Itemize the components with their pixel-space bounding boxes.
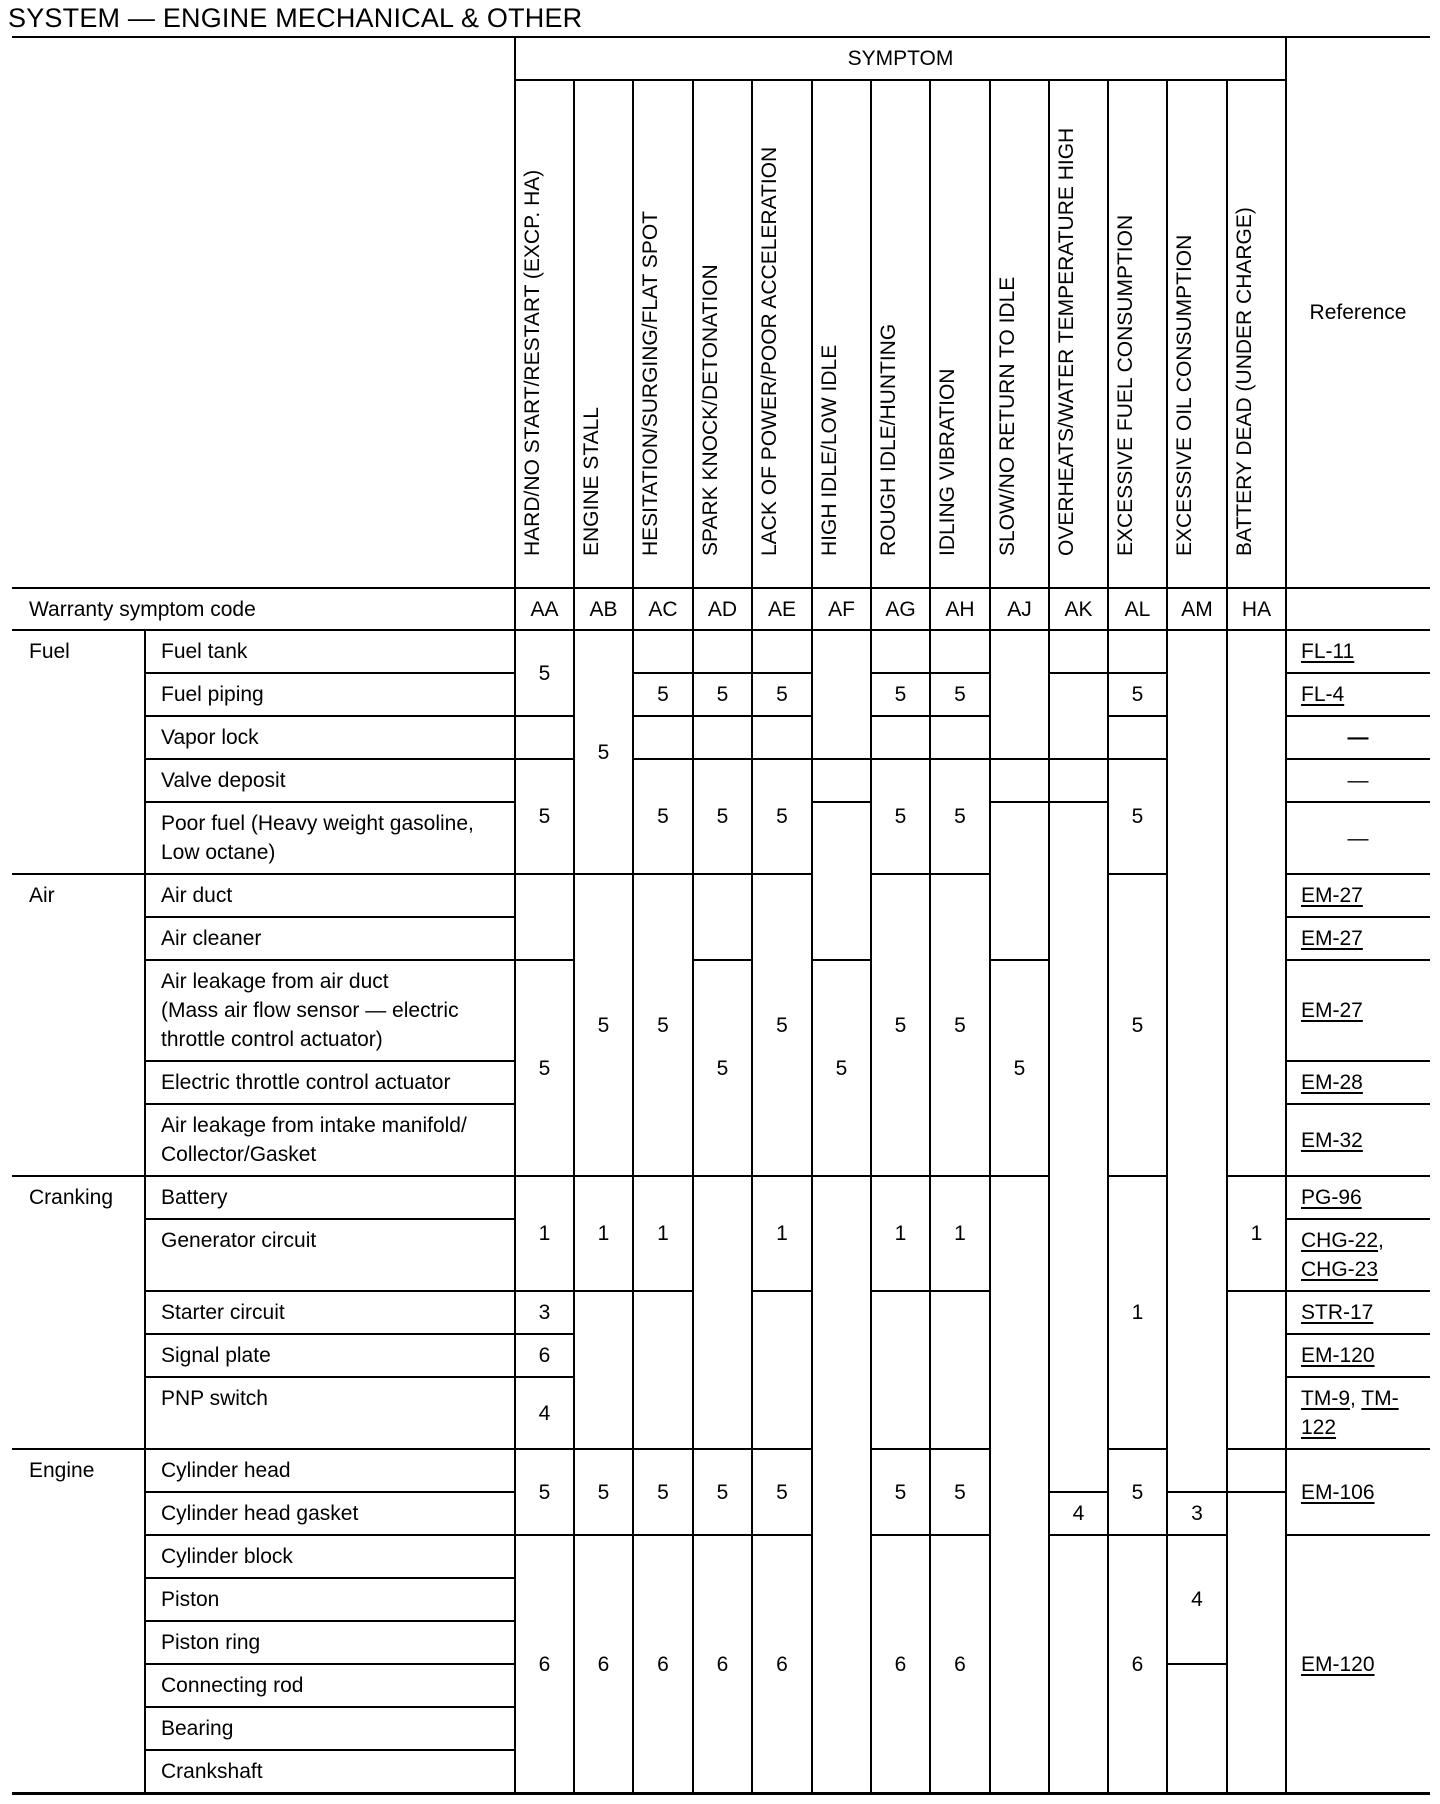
reference-link[interactable]: EM-106 [1301, 1480, 1375, 1504]
grid-line [574, 1792, 633, 1794]
grid-line [1108, 1792, 1167, 1794]
symptom-value: 6 [894, 1652, 907, 1676]
reference-link[interactable]: EM-28 [1301, 1071, 1363, 1094]
item-label: PNP switch [161, 1387, 268, 1410]
symptom-value [574, 1291, 633, 1449]
grid-line [990, 1792, 1049, 1794]
symptom-value: 5 [538, 1480, 551, 1504]
symptom-value: 5 [954, 1480, 966, 1504]
reference-text: , [1378, 1229, 1384, 1252]
symptom-value: 1 [1250, 1222, 1263, 1245]
symptom-column-header [1108, 80, 1167, 588]
symptom-value [515, 874, 574, 960]
symptom-value: 5 [776, 805, 788, 828]
symptom-column-header [871, 80, 930, 588]
symptom-value [1049, 759, 1108, 802]
symptom-value: 5 [1131, 683, 1144, 706]
grid-line [632, 80, 634, 630]
item-label: Cylinder head gasket [161, 1502, 359, 1525]
symptom-label: SLOW/NO RETURN TO IDLE [995, 276, 1019, 556]
reference-cell [1286, 716, 1430, 759]
reference-link[interactable]: EM-32 [1301, 1128, 1363, 1152]
symptom-value [812, 630, 871, 759]
symptom-value: 4 [1072, 1502, 1085, 1525]
reference-cell [1286, 802, 1430, 874]
item-label: Battery [161, 1186, 228, 1209]
symptom-value [1167, 630, 1227, 1492]
symptom-column-header [1167, 80, 1227, 588]
reference-link[interactable]: FL-11 [1301, 640, 1355, 663]
symptom-column-header [752, 80, 812, 588]
reference-link[interactable]: STR-17 [1301, 1301, 1374, 1324]
symptom-value [871, 716, 930, 759]
item-label: Electric throttle control actuator [161, 1071, 451, 1094]
symptom-value: 5 [657, 1013, 669, 1037]
item-label: Connecting rod [161, 1674, 304, 1697]
item-label: Fuel piping [161, 683, 264, 706]
symptom-header: SYMPTOM [847, 47, 954, 70]
symptom-column-header [1049, 80, 1108, 588]
grid-line [929, 80, 931, 630]
item-label: Cylinder head [161, 1459, 291, 1482]
warranty-code: AL [1124, 597, 1151, 621]
item-label: Poor fuel (Heavy weight gasoline, Low octane) [161, 812, 474, 864]
symptom-value: 1 [954, 1222, 966, 1245]
symptom-value [812, 1176, 871, 1793]
warranty-code: AJ [1007, 597, 1032, 621]
warranty-code: HA [1241, 597, 1272, 621]
symptom-value: 6 [597, 1652, 610, 1676]
reference-link[interactable]: CHG-22 [1301, 1229, 1379, 1252]
symptom-value: 1 [894, 1222, 907, 1245]
grid-line [989, 80, 991, 630]
symptom-value: 5 [894, 805, 907, 828]
symptom-value: 4 [1191, 1588, 1203, 1611]
symptom-value: 5 [597, 740, 610, 764]
symptom-value: 5 [657, 1480, 669, 1504]
grid-line [1048, 80, 1050, 630]
symptom-value [930, 716, 990, 759]
symptom-column-header [930, 80, 990, 588]
symptom-value [1227, 1291, 1286, 1449]
symptom-label: EXCESSIVE OIL CONSUMPTION [1173, 234, 1196, 556]
symptom-value [1049, 630, 1108, 673]
grid-line [871, 1792, 930, 1794]
reference-link[interactable]: EM-27 [1301, 999, 1363, 1022]
grid-line [633, 1792, 693, 1794]
symptom-label: HARD/NO START/RESTART (EXCP. HA) [520, 169, 544, 556]
reference-cell [1286, 1219, 1430, 1291]
grid-line [751, 80, 753, 630]
category-label: Air [29, 884, 55, 907]
item-label: Piston ring [161, 1631, 261, 1654]
reference-cell [1286, 960, 1430, 1061]
warranty-code: AG [885, 597, 916, 621]
reference-link[interactable]: EM-120 [1301, 1344, 1375, 1367]
item-label: Crankshaft [161, 1760, 263, 1783]
symptom-value: 5 [716, 683, 729, 706]
reference-cell [1286, 1449, 1430, 1535]
symptom-value: 1 [538, 1222, 551, 1245]
symptom-value [633, 1291, 693, 1449]
reference-text: — [1347, 769, 1369, 792]
warranty-code: AH [945, 597, 975, 621]
symptom-value [752, 630, 812, 673]
symptom-value: 5 [657, 683, 669, 706]
symptom-value [1049, 1535, 1108, 1793]
symptom-value [990, 1176, 1049, 1793]
symptom-value: 5 [597, 1013, 610, 1037]
reference-cell [1286, 630, 1430, 673]
symptom-column-header [633, 80, 693, 588]
symptom-value: 6 [1131, 1652, 1144, 1676]
symptom-value: 6 [776, 1652, 788, 1676]
symptom-value [990, 630, 1049, 759]
reference-cell [1286, 874, 1430, 917]
symptom-value [1049, 802, 1108, 1492]
symptom-value [1227, 1449, 1286, 1492]
symptom-value: 5 [954, 805, 966, 828]
warranty-code-label: Warranty symptom code [29, 598, 256, 621]
warranty-code: AE [767, 597, 796, 621]
symptom-value [812, 802, 871, 960]
warranty-code: AB [589, 597, 618, 621]
warranty-code: AM [1181, 597, 1213, 621]
item-label: Air cleaner [161, 927, 262, 950]
symptom-value: 1 [597, 1222, 610, 1245]
item-label: Cylinder block [161, 1545, 293, 1568]
symptom-value [515, 716, 574, 759]
reference-cell [1286, 1377, 1430, 1449]
symptom-value [930, 1291, 990, 1449]
symptom-value: 6 [538, 1344, 551, 1367]
symptom-column-header [693, 80, 752, 588]
symptom-column-header [515, 80, 574, 588]
reference-cell [1286, 1291, 1430, 1334]
symptom-value: 1 [1131, 1301, 1144, 1324]
symptom-value: 5 [657, 805, 669, 828]
symptom-value: 5 [597, 1480, 610, 1504]
grid-line [515, 1792, 574, 1794]
symptom-value [871, 1291, 930, 1449]
symptom-value: 5 [835, 1056, 848, 1080]
grid-line [1167, 1792, 1227, 1794]
symptom-value: 5 [1131, 1480, 1144, 1504]
symptom-value [1049, 673, 1108, 759]
symptom-label: ROUGH IDLE/HUNTING [876, 323, 900, 556]
symptom-label: IDLING VIBRATION [936, 368, 959, 556]
symptom-value: 5 [538, 1056, 551, 1080]
reference-cell [1286, 673, 1430, 716]
symptom-value: 5 [894, 1480, 907, 1504]
reference-cell [1286, 1061, 1430, 1104]
grid-line [1286, 1792, 1430, 1794]
item-label: Vapor lock [161, 726, 259, 749]
symptom-label: OVERHEATS/WATER TEMPERATURE HIGH [1054, 127, 1078, 556]
item-label: Air leakage from air duct (Mass air flow sensor — electric throttle control actuator) [161, 970, 459, 1051]
grid-line [1049, 1792, 1108, 1794]
grid-line [145, 1792, 515, 1794]
symptom-value [693, 630, 752, 673]
symptom-value: 1 [657, 1222, 669, 1245]
symptom-value: 1 [776, 1222, 788, 1245]
reference-link[interactable]: TM-9 [1301, 1387, 1350, 1410]
symptom-value [1227, 630, 1286, 1176]
symptom-value [633, 630, 693, 673]
document-title: SYSTEM — ENGINE MECHANICAL & OTHER [8, 3, 583, 33]
symptom-label: LACK OF POWER/POOR ACCELERATION [758, 146, 781, 556]
grid-line [1166, 80, 1168, 630]
symptom-value [990, 802, 1049, 960]
warranty-code: AD [707, 597, 738, 621]
reference-cell [1286, 917, 1430, 960]
item-label: Bearing [161, 1717, 234, 1740]
symptom-label: BATTERY DEAD (UNDER CHARGE) [1232, 207, 1256, 556]
symptom-value [693, 874, 752, 960]
reference-cell [1286, 759, 1430, 802]
grid-line [812, 1792, 871, 1794]
item-label: Air duct [161, 884, 233, 907]
symptom-value [990, 759, 1049, 802]
symptom-label: EXCESSIVE FUEL CONSUMPTION [1113, 214, 1137, 556]
reference-text: — [1347, 726, 1369, 749]
reference-cell [1286, 1104, 1430, 1176]
symptom-label: HESITATION/SURGING/FLAT SPOT [639, 211, 662, 556]
reference-link[interactable]: FL-4 [1301, 683, 1345, 706]
warranty-code: AF [828, 597, 855, 621]
grid-line [692, 80, 694, 630]
category-label: Engine [29, 1459, 95, 1482]
symptom-value: 3 [538, 1301, 551, 1324]
symptom-value: 5 [776, 683, 788, 706]
symptom-value [812, 759, 871, 802]
reference-link[interactable]: EM-120 [1301, 1652, 1375, 1676]
reference-link[interactable]: CHG-23 [1301, 1258, 1379, 1281]
symptom-value [1167, 1664, 1227, 1793]
symptom-value [693, 1176, 752, 1449]
grid-line [752, 1792, 812, 1794]
symptom-value: 5 [894, 683, 907, 706]
item-label: Signal plate [161, 1344, 271, 1367]
symptom-value: 5 [716, 1056, 729, 1080]
symptom-value: 5 [1131, 805, 1144, 828]
symptom-value [693, 716, 752, 759]
symptom-value [752, 716, 812, 759]
item-label: Fuel tank [161, 640, 248, 663]
symptom-value: 5 [894, 1013, 907, 1037]
symptom-value [930, 630, 990, 673]
item-label: Valve deposit [161, 769, 286, 792]
symptom-value: 6 [716, 1652, 729, 1676]
symptom-value: 6 [657, 1652, 669, 1676]
grid-line [12, 1792, 145, 1794]
grid-line [870, 80, 872, 630]
symptom-value: 5 [1013, 1056, 1026, 1080]
symptom-value [752, 1291, 812, 1449]
symptom-value: 6 [538, 1652, 551, 1676]
category-label: Fuel [29, 640, 70, 663]
symptom-value [633, 716, 693, 759]
grid-line [573, 80, 575, 630]
reference-text: — [1347, 826, 1369, 850]
item-label: Starter circuit [161, 1301, 285, 1324]
warranty-code: AK [1064, 597, 1093, 621]
symptom-label: SPARK KNOCK/DETONATION [698, 264, 722, 556]
symptom-column-header [812, 80, 871, 588]
symptom-value: 5 [776, 1480, 788, 1504]
item-label: Air leakage from intake manifold/ Collector/Gasket [161, 1114, 467, 1166]
symptom-value: 5 [716, 1480, 729, 1504]
symptom-value [871, 630, 930, 673]
reference-link[interactable]: EM-27 [1301, 884, 1363, 907]
reference-cell [1286, 1176, 1430, 1219]
symptom-label: ENGINE STALL [579, 407, 603, 556]
reference-link[interactable]: PG-96 [1301, 1186, 1362, 1209]
symptom-value [1227, 1492, 1286, 1793]
warranty-code: AC [648, 597, 678, 621]
symptom-column-header [990, 80, 1049, 588]
reference-text: , [1350, 1387, 1362, 1410]
grid-line [1226, 80, 1228, 630]
symptom-column-header [1227, 80, 1286, 588]
reference-link[interactable]: EM-27 [1301, 927, 1363, 950]
symptom-column-header [574, 80, 633, 588]
symptom-value: 5 [538, 805, 551, 828]
symptom-label: HIGH IDLE/LOW IDLE [817, 344, 841, 556]
grid-line [1107, 80, 1109, 630]
symptom-value: 6 [954, 1652, 966, 1676]
grid-line [811, 80, 813, 630]
grid-line [693, 1792, 752, 1794]
category-label: Cranking [29, 1186, 114, 1209]
warranty-code: AA [530, 597, 559, 621]
symptom-value: 5 [776, 1013, 788, 1037]
reference-link[interactable]: TM- 122 [1301, 1387, 1399, 1439]
grid-line [1227, 1792, 1286, 1794]
symptom-value: 5 [1131, 1013, 1144, 1037]
item-label: Generator circuit [161, 1229, 317, 1252]
symptom-value [1108, 716, 1167, 759]
reference-cell [1286, 1535, 1430, 1793]
reference-cell [1286, 1334, 1430, 1377]
symptom-value: 5 [538, 661, 551, 685]
symptom-value [1108, 630, 1167, 673]
symptom-value: 5 [954, 683, 966, 706]
reference-header: Reference [1309, 301, 1407, 324]
symptom-value: 5 [954, 1013, 966, 1037]
symptom-value: 5 [716, 805, 729, 828]
grid-line [930, 1792, 990, 1794]
symptom-value: 3 [1191, 1502, 1203, 1525]
symptom-value: 4 [538, 1401, 551, 1425]
item-label: Piston [161, 1588, 220, 1611]
